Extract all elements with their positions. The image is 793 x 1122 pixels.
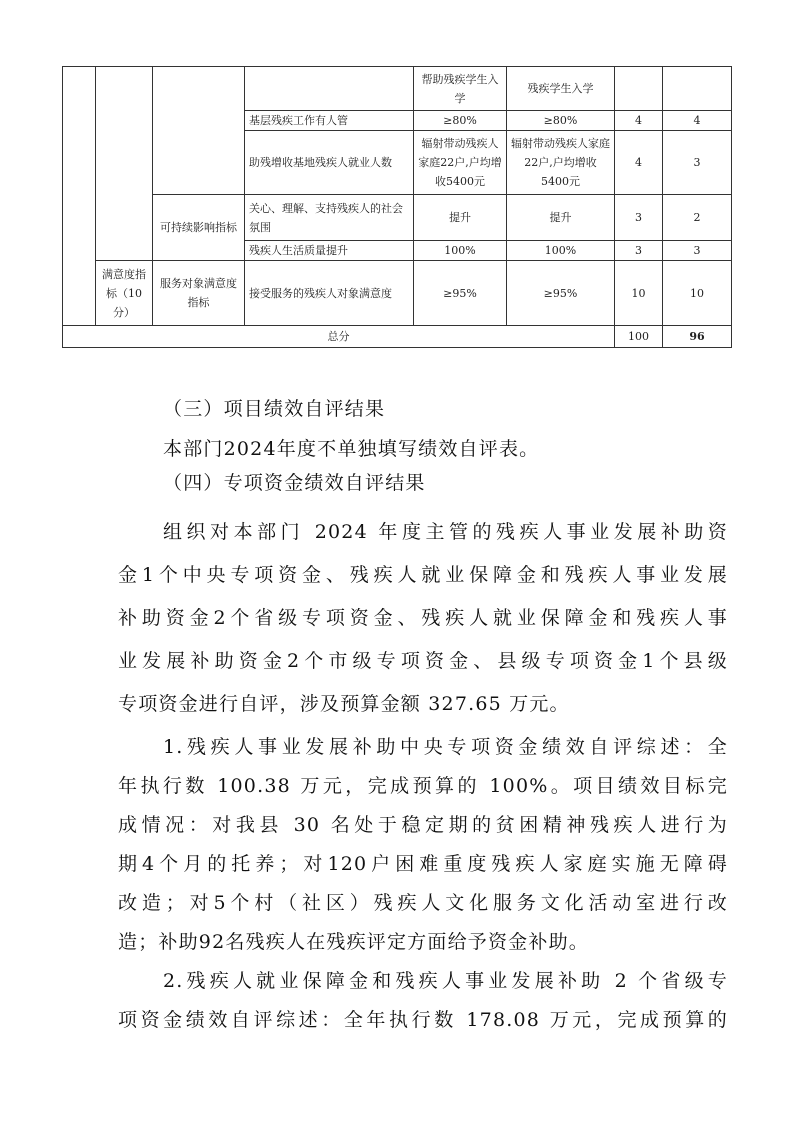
- target-cell: 100%: [414, 241, 507, 261]
- level3-cell: [153, 67, 245, 195]
- indicator-cell: [245, 67, 414, 111]
- sub-category-cell: 可持续影响指标: [153, 195, 245, 261]
- paragraph-line: 专项资金进行自评，涉及预算金额 327.65 万元。: [118, 693, 570, 715]
- total-score: 96: [663, 326, 732, 348]
- paragraph-line: 组织对本部门 2024 年度主管的残疾人事业发展补助资: [163, 521, 728, 543]
- section-3-body: 本部门2024年度不单独填写绩效自评表。: [163, 438, 540, 460]
- weight-cell: 4: [615, 111, 663, 131]
- weight-cell: [615, 67, 663, 111]
- paragraph-line: 补助资金2个省级专项资金、残疾人就业保障金和残疾人事: [118, 607, 728, 629]
- paragraph-line: 年执行数 100.38 万元，完成预算的 100%。项目绩效目标完: [118, 775, 728, 797]
- indicator-cell: 关心、理解、支持残疾人的社会氛围: [245, 195, 414, 241]
- actual-cell: ≥95%: [507, 261, 615, 326]
- weight-cell: 10: [615, 261, 663, 326]
- target-cell: 提升: [414, 195, 507, 241]
- paragraph-line: 改造；对5个村（社区）残疾人文化服务文化活动室进行改: [118, 892, 728, 914]
- paragraph-line: 造；补助92名残疾人在残疾评定方面给予资金补助。: [118, 931, 589, 953]
- category-cell: 满意度指标（10分）: [96, 261, 153, 326]
- weight-cell: 3: [615, 195, 663, 241]
- paragraph-line: 金1个中央专项资金、残疾人就业保障金和残疾人事业发展: [118, 564, 728, 586]
- paragraph-line: 业发展补助资金2个市级专项资金、县级专项资金1个县级: [118, 650, 728, 672]
- target-cell: ≥80%: [414, 111, 507, 131]
- table-row: [63, 261, 732, 326]
- target-cell: 辐射带动残疾人家庭22户,户均增收5400元: [414, 131, 507, 195]
- paragraph-line: 期4个月的托养；对120户困难重度残疾人家庭实施无障碍: [118, 853, 728, 875]
- total-label: 总分: [63, 326, 615, 348]
- total-row: [63, 326, 732, 348]
- score-cell: 4: [663, 111, 732, 131]
- sub-category-cell: 服务对象满意度指标: [153, 261, 245, 326]
- weight-cell: 4: [615, 131, 663, 195]
- actual-cell: 辐射带动残疾人家庭22户,户均增收5400元: [507, 131, 615, 195]
- score-cell: 2: [663, 195, 732, 241]
- actual-cell: 100%: [507, 241, 615, 261]
- score-cell: 10: [663, 261, 732, 326]
- paragraph-line: 1.残疾人事业发展补助中央专项资金绩效自评综述：全: [163, 736, 728, 758]
- section-3-heading: （三）项目绩效自评结果: [163, 398, 386, 420]
- section-4-heading: （四）专项资金绩效自评结果: [163, 472, 426, 494]
- actual-cell: 残疾学生入学: [507, 67, 615, 111]
- table-row: [63, 67, 732, 111]
- performance-table: [62, 66, 732, 348]
- score-cell: 3: [663, 131, 732, 195]
- indicator-cell: 接受服务的残疾人对象满意度: [245, 261, 414, 326]
- paragraph-line: 项资金绩效自评综述：全年执行数 178.08 万元，完成预算的: [118, 1009, 728, 1031]
- level1-cell: [63, 67, 96, 326]
- actual-cell: 提升: [507, 195, 615, 241]
- table-row: [63, 195, 732, 241]
- indicator-cell: 基层残疾工作有人管: [245, 111, 414, 131]
- indicator-cell: 助残增收基地残疾人就业人数: [245, 131, 414, 195]
- score-cell: 3: [663, 241, 732, 261]
- level2-cell: [96, 67, 153, 261]
- weight-cell: 3: [615, 241, 663, 261]
- paragraph-line: 2.残疾人就业保障金和残疾人事业发展补助 2 个省级专: [163, 970, 728, 992]
- indicator-cell: 残疾人生活质量提升: [245, 241, 414, 261]
- target-cell: ≥95%: [414, 261, 507, 326]
- total-weight: 100: [615, 326, 663, 348]
- target-cell: 帮助残疾学生入学: [414, 67, 507, 111]
- paragraph-line: 成情况：对我县 30 名处于稳定期的贫困精神残疾人进行为: [118, 814, 728, 836]
- score-cell: [663, 67, 732, 111]
- actual-cell: ≥80%: [507, 111, 615, 131]
